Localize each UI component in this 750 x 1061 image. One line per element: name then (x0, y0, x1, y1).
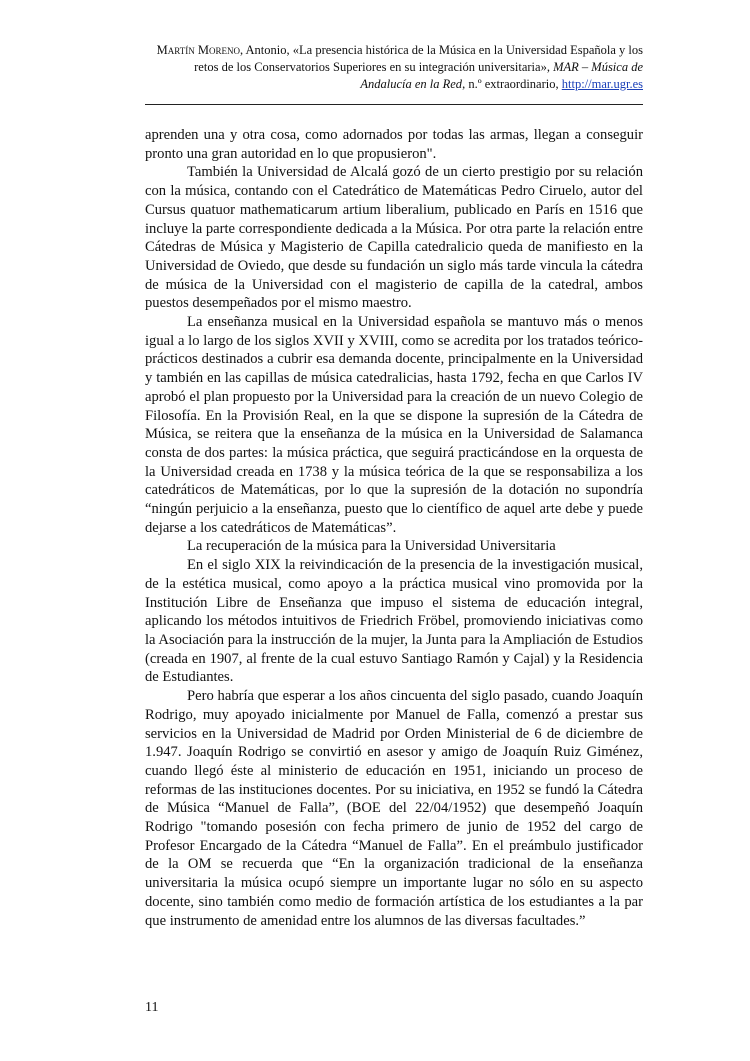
page-number: 11 (145, 1000, 159, 1015)
header-author: Martín Moreno (156, 43, 240, 57)
paragraph: aprenden una y otra cosa, como adornados por todas las armas, llegan a conseguir pronto una gran autoridad en lo que propusieron". (145, 127, 643, 162)
header-author-rest: , Antonio, « (239, 43, 300, 57)
paragraph: En el siglo XIX la reivindicación de la presencia de la investigación musical, de la estética musical, como apoyo a la práctica musical vino promovida por la Institución Libre de Enseñanza que impuso el sistema de educación integral, aplicando los métodos intuitivos de Friedrich Fröbel, promoviendo iniciativas como la Asociación para la instrucción de la mujer, la Junta para la Ampliación de Estudios (creada en 1907, al frente de la cual estuvo Santiago Ramón y Cajal) y la Residencia de Estudiantes. (145, 557, 643, 686)
paragraph: La enseñanza musical en la Universidad española se mantuvo más o menos igual a lo largo de los siglos XVII y XVIII, como se acredita por los tratados teórico-prácticos destinados a cubrir esa demanda docente, principalmente en la Universidad y también en las capillas de música catedralicias, hasta 1792, fecha en que Carlos IV aprobó el plan propuesto por la Universidad para la creación de un nuevo Colegio de Filosofía. En la Provisión Real, en la que se dispone la supresión de la Cátedra de Música, se reitera que la enseñanza de la música en la Universidad de Salamanca consta de dos partes: la música práctica, que seguirá practicándose en la orquesta de la Universidad creada en 1738 y la música teórica de la que se responsabiliza a los catedráticos de Matemáticas, por lo que la supresión de la dotación no supondría “ningún perjuicio a la enseñanza, puesto que lo científico de aquel arte debe y puede dejarse a los catedráticos de Matemáticas”. (145, 314, 643, 536)
running-header (145, 42, 643, 93)
paragraph: Pero habría que esperar a los años cincuenta del siglo pasado, cuando Joaquín Rodrigo, muy apoyado inicialmente por Manuel de Falla, comenzó a prestar sus servicios en la Universidad de Madrid por Orden Ministerial de 6 de diciembre de 1.947. Joaquín Rodrigo se convirtió en asesor y amigo de Joaquín Ruiz Giménez, cuando llegó éste al ministerio de educación en 1951, iniciando un proceso de reformas de las instituciones docentes. Por su iniciativa, en 1952 se fundó la Cátedra de Música “Manuel de Falla”, (BOE del 22/04/1952) que desempeñó Joaquín Rodrigo "tomando posesión con fecha primero de junio de 1952 del cargo de Profesor Encargado de la Cátedra “Manuel de Falla”. En el preámbulo justificador de la OM se recuerda que “En la organización tradicional de la enseñanza universitaria la música ocupó siempre un importante lugar no sólo en su aspecto docente, sino también como medio de formación artística de los estudiantes a la par que instrumento de amenidad entre los alumnos de las diversas facultades.” (145, 688, 643, 929)
header-article-title: La presencia histórica de la Música en la Universidad Española y los retos de los Conservatorios Superiores en su integración universitaria (194, 43, 643, 74)
header-divider (145, 104, 643, 105)
paragraph: También la Universidad de Alcalá gozó de un cierto prestigio por su relación con la música, contando con el Catedrático de Matemáticas Pedro Ciruelo, autor del Cursus quatuor mathematicarum artium liberalium, publicado en París en 1516 que incluye la parte correspondiente dedicada a la Música. Por otra parte la relación entre Cátedras de Música y Magisterio de Capilla catedralicio queda de manifiesto en la Universidad de Oviedo, que desde su fundación un siglo más tarde vincula la cátedra de música de la Universidad con el magisterio de capilla de la catedral, ambos puestos desempeñados por el mismo maestro. (145, 164, 643, 312)
header-url-link[interactable]: http://mar.ugr.es (561, 77, 643, 91)
section-heading: La recuperación de la música para la Universidad Universitaria (187, 538, 556, 555)
header-issue: , n.º extraordinario, (462, 77, 562, 91)
header-journal: MAR – Música de Andalucía en la Red (360, 60, 643, 91)
article-body (145, 126, 643, 930)
header-after-title: », (540, 60, 554, 74)
